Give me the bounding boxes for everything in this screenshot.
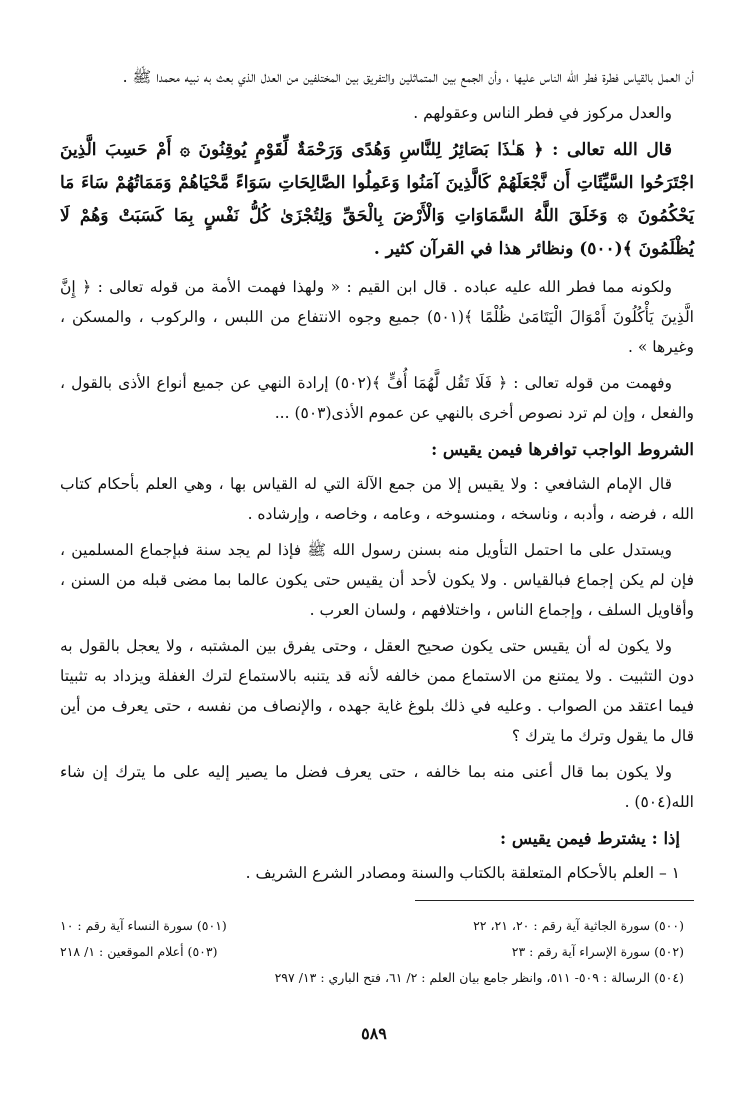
- paragraph-sunnah-ijma: ويستدل على ما احتمل التأويل منه بسنن رسول الله ﷺ فإذا لم يجد سنة فبإجماع المسلمين ، فإن لم يكن إجماع فبالقياس . ولا يكون لأحد أن يقيس حتى يكون عالما بما مضى قبله من السنن ، وأقاويل السلف ، وإجماع الناس ، واختلافهم ، ولسان العرب .: [60, 541, 694, 619]
- paragraph-justice: والعدل مركوز في فطر الناس وعقولهم .: [413, 104, 672, 122]
- heading-conditions: الشروط الواجب توافرها فيمن يقيس :: [431, 440, 694, 459]
- paragraph-quran-jathiya: قال الله تعالى : ﴿ هَـٰذَا بَصَائِرُ لِلنَّاسِ وَهُدًى وَرَحْمَةٌ لِّقَوْمٍ يُوقِنُونَ ۞ أَمْ حَسِبَ الَّذِينَ اجْتَرَحُوا السَّيِّئَاتِ أَن نَّجْعَلَهُمْ كَالَّذِينَ آمَنُوا وَعَمِلُوا الصَّالِحَاتِ سَوَاءً مَّحْيَاهُمْ وَمَمَاتُهُمْ سَاءَ مَا يَحْكُمُونَ ۞ وَخَلَقَ اللَّهُ السَّمَاوَاتِ وَالْأَرْضَ بِالْحَقِّ وَلِتُجْزَىٰ كُلُّ نَفْسٍ بِمَا كَسَبَتْ وَهُمْ لَا يُظْلَمُونَ ﴾(٥٠٠) ونظائر هذا في القرآن كثير .: [60, 140, 694, 259]
- paragraph-ibn-qayyim: ولكونه مما فطر الله عليه عباده . قال ابن القيم : « ولهذا فهمت الأمة من قوله تعالى : ﴿ إِنَّ الَّذِينَ يَأْكُلُونَ أَمْوَالَ الْيَتَامَىٰ ظُلْمًا ﴾(٥٠١) جميع وجوه الانتفاع من اللبس ، والركوب ، والمسكن ، وغيرها » .: [60, 278, 694, 356]
- paragraph-uff: وفهمت من قوله تعالى : ﴿ فَلَا تَقُل لَّهُمَا أُفٍّ ﴾(٥٠٢) إرادة النهي عن جميع أنواع الأذى بالقول ، والفعل ، وإن لم ترد نصوص أخرى بالنهي عن عموم الأذى(٥٠٣) ...: [60, 374, 694, 422]
- footnote-500: (٥٠٠) سورة الجاثية آية رقم : ٢٠، ٢١، ٢٢: [473, 918, 684, 933]
- footnote-row-2: [60, 939, 694, 965]
- paragraph-virtue: ولا يكون بما قال أعنى منه بما خالفه ، حتى يعرف فضل ما يصير إليه على ما يترك إن شاء الله(٥٠٤) .: [60, 763, 694, 811]
- paragraph-shafii: قال الإمام الشافعي : ولا يقيس إلا من جمع الآلة التي له القياس بها ، وهي العلم بأحكام كتاب الله ، فرضه ، وأدبه ، وناسخه ، ومنسوخه ، وعامه ، وخاصه ، وإرشاده .: [60, 475, 694, 523]
- heading-therefore: إذا : يشترط فيمن يقيس :: [500, 829, 680, 848]
- paragraph-sound-mind: ولا يكون له أن يقيس حتى يكون صحيح العقل ، وحتى يفرق بين المشتبه ، ولا يعجل بالقول به دون التثبيت . ولا يمتنع من الاستماع ممن خالفه لأنه قد يتنبه بالاستماع لترك الغفلة ويزداد به تثبيتا فيما اعتقد من الصواب . وعليه في ذلك بلوغ غاية جهده ، والإنصاف من نفسه ، حتى يعرف من أين قال ما يقول وترك ما يترك ؟: [60, 637, 694, 745]
- footnote-separator: [415, 900, 694, 901]
- page-number: ٥٨٩: [361, 1024, 387, 1043]
- paragraph-qiyas-fitra: أن العمل بالقياس فطرة فطر الله الناس عليها ، وأن الجمع بين المتماثلين والتفريق بين المختلفين من العدل الذي بعث به نبيه محمدا ﷺ .: [122, 68, 694, 86]
- list-item-1: ١ – العلم بالأحكام المتعلقة بالكتاب والسنة ومصادر الشرع الشريف .: [245, 864, 680, 882]
- footnote-row-1: [60, 913, 694, 939]
- footnote-501: (٥٠١) سورة النساء آية رقم : ١٠: [60, 918, 227, 933]
- footnote-502: (٥٠٢) سورة الإسراء آية رقم : ٢٣: [511, 944, 684, 959]
- footnote-503: (٥٠٣) أعلام الموقعين : ١/ ٢١٨: [60, 944, 218, 959]
- footnote-504: (٥٠٤) الرسالة : ٥٠٩- ٥١١، وانظر جامع بيان العلم : ٢/ ٦١، فتح الباري : ١٣/ ٢٩٧: [274, 970, 684, 985]
